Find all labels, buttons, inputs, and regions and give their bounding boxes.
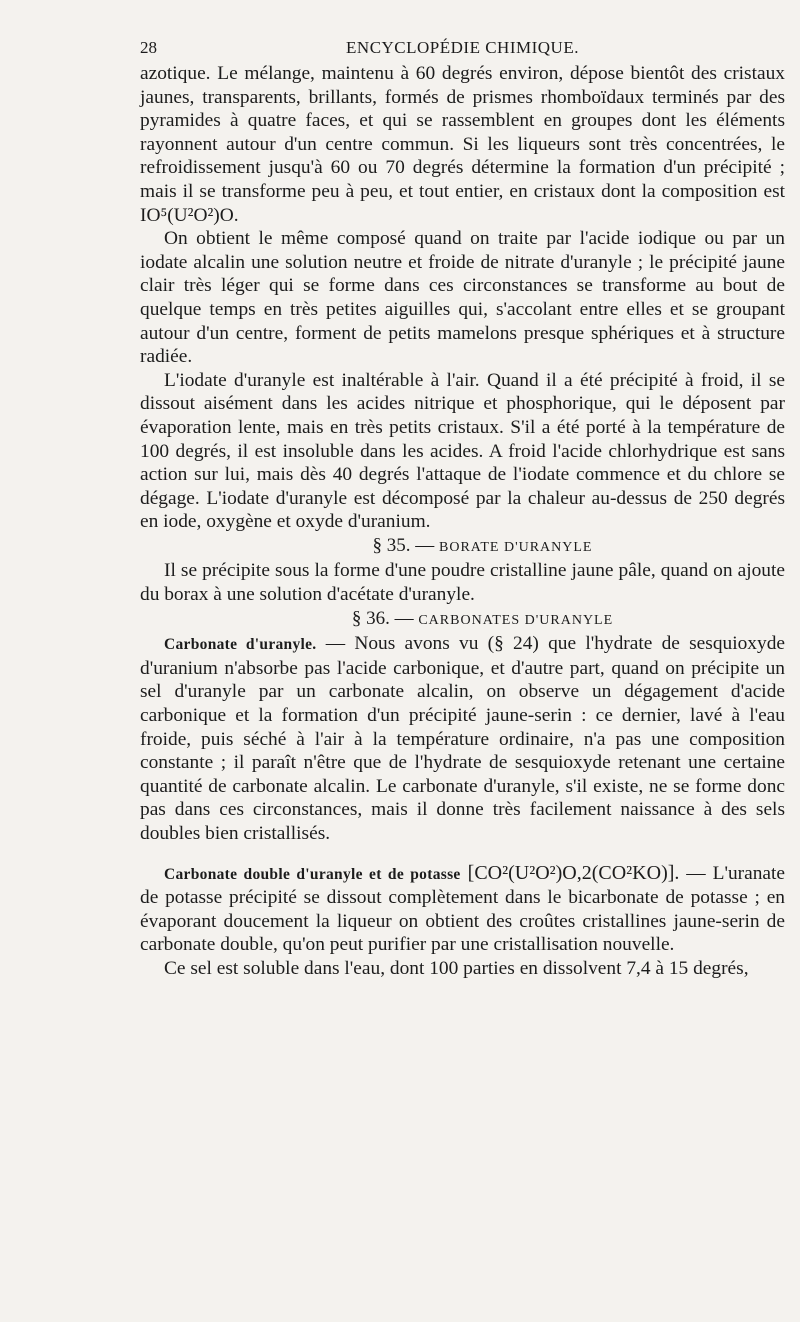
section-heading-36 <box>140 607 785 633</box>
paragraph-carbonate <box>140 632 785 845</box>
double-carbonate-formula: [CO²(U²O²)O,2(CO²KO)]. <box>460 861 680 884</box>
running-title: ENCYCLOPÉDIE CHIMIQUE. <box>346 38 579 57</box>
body-text <box>140 62 785 981</box>
section-heading-35 <box>140 534 785 560</box>
section-number-36: § 36. — <box>351 607 414 629</box>
paragraph-iodate-properties: L'iodate d'uranyle est inaltérable à l'air. Quand il a été précipité à froid, il se dissout aisément dans les acides nitrique et phosphorique, qui le déposent par évaporation lente, mais en très petits cristaux. S'il a été porté à la température de 100 degrés, il est insoluble dans les acides. A froid l'acide chlorhydrique est sans action sur lui, mais dès 40 degrés l'attaque de l'iodate commence et du chlore se dégage. L'iodate d'uranyle est décomposé par la chaleur au-dessus de 250 degrés en iode, oxygène et oxyde d'uranium. <box>140 369 785 533</box>
carbonate-runin-heading: Carbonate d'uranyle. <box>164 636 317 654</box>
page-header <box>140 38 785 60</box>
double-carbonate-runin-heading: Carbonate double d'uranyle et de potasse <box>164 865 461 883</box>
section-title-36: CARBONATES D'URANYLE <box>418 612 614 628</box>
paragraph-double-carbonate <box>140 862 785 957</box>
paragraph-borate: Il se précipite sous la forme d'une poudre cristalline jaune pâle, quand on ajoute du borax à une solution d'acétate d'uranyle. <box>140 560 785 606</box>
section-title-35: BORATE D'URANYLE <box>439 539 593 555</box>
paragraph-iodate-end: azotique. Le mélange, maintenu à 60 degrés environ, dépose bientôt des cristaux jaunes, transparents, brillants, formés de prismes rhomboïdaux terminés par des pyramides à quatre faces, et qui se rassemblent en groupes dont les éléments rayonnent autour d'un centre commun. Si les liqueurs sont très concentrées, le refroidissement jusqu'à 60 ou 70 degrés détermine la formation d'un précipité ; mais il se transforme peu à peu, et tout entier, en cristaux dont la composition est IO⁵(U²O²)O. <box>140 63 785 226</box>
carbonate-text: — Nous avons vu (§ 24) que l'hydrate de sesquioxyde d'uranium n'absorbe pas l'acide carbonique, et d'autre part, quand on précipite un sel d'uranyle par un carbonate alcalin, on observe un dégagement d'acide carbonique et la formation d'un précipité jaune-serin : ce dernier, lavé à l'eau froide, puis séché à l'air à la température ordinaire, n'a pas une composition constante ; il paraît n'être que de l'hydrate de sesquioxyde retenant une certaine quantité de carbonate alcalin. Le carbonate d'uranyle, s'il existe, ne se forme donc pas dans ces circonstances, mais il donne très facilement naissance à des sels doubles bien cristallisés. <box>140 633 786 844</box>
page-number: 28 <box>140 38 157 57</box>
paragraph-iodate-preparation: On obtient le même composé quand on traite par l'acide iodique ou par un iodate alcalin une solution neutre et froide de nitrate d'uranyle ; le précipité jaune clair très léger qui se forme dans ces circonstances se transforme au bout de quelque temps en très petites aiguilles qui, s'accolant entre elles et se groupant autour d'un centre, forment de petits mamelons presque sphériques et à structure radiée. <box>140 228 785 368</box>
double-carbonate-text: — L'uranate de potasse précipité se dissout complètement dans le bicarbonate de potasse ; en évaporant doucement la liqueur on obtient des croûtes cristallines jaune-serin de carbonate double, qu'on peut purifier par une cristallisation nouvelle. <box>140 862 785 956</box>
section-number-35: § 35. — <box>372 534 435 556</box>
paragraph-solubility: Ce sel est soluble dans l'eau, dont 100 parties en dissolvent 7,4 à 15 degrés, <box>164 957 749 979</box>
